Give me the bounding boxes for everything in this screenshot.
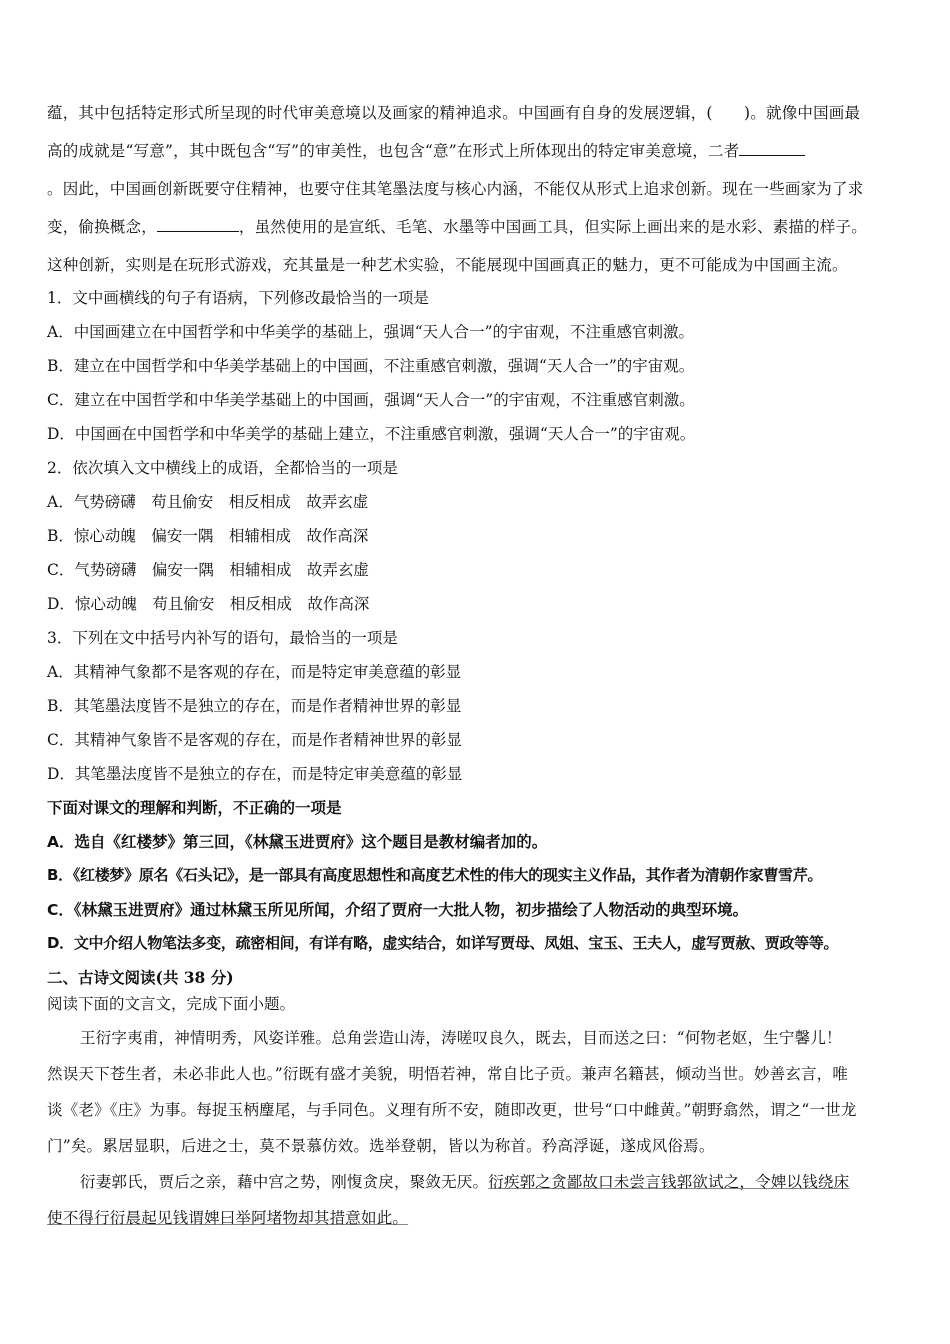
- question-3-option-d: D．其笔墨法度皆不是独立的存在，而是特定审美意蕴的彰显: [47, 765, 463, 783]
- question-4-option-c: C．《林黛玉进贾府》通过林黛玉所见所闻，介绍了贾府一大批人物，初步描绘了人物活动的典型环境。: [47, 901, 749, 919]
- classical-text-line-2: 然误天下苍生者，未必非此人也。”衍既有盛才美貌，明悟若神，常自比子贡。兼声名籍甚，倾动当世。妙善玄言，唯: [47, 1065, 849, 1083]
- question-1-stem: 1．文中画横线的句子有语病，下列修改最恰当的一项是: [47, 289, 429, 307]
- classical-text-line-1: 王衍字夷甫，神情明秀，风姿详雅。总角尝造山涛，涛嗟叹良久，既去，目而送之曰：“何物老妪，生宁馨儿！: [80, 1029, 842, 1047]
- question-4-option-a: A．选自《红楼梦》第三回，《林黛玉进贾府》这个题目是教材编者加的。: [47, 833, 548, 851]
- question-4-option-d: D．文中介绍人物笔法多变，疏密相间，有详有略，虚实结合，如详写贾母、凤姐、宝玉、王夫人，虚写贾赦、贾政等等。: [47, 934, 839, 952]
- passage-line-4: 变，偷换概念， ，虽然使用的是宣纸、毛笔、水墨等中国画工具，但实际上画出来的是水彩、素描的样子。: [47, 218, 867, 236]
- question-2-option-d: D．惊心动魄 苟且偷安 相反相成 故作高深: [47, 595, 370, 613]
- question-2-option-c: C．气势磅礴 偏安一隅 相辅相成 故弄玄虚: [47, 561, 369, 579]
- underlined-sentence-part-2: 使不得行衍晨起见钱谓婢曰举阿堵物却其措意如此。: [47, 1209, 409, 1227]
- question-1-option-d: D．中国画在中国哲学和中华美学的基础上建立，不注重感官刺激，强调“天人合一”的宇宙观。: [47, 425, 696, 443]
- fill-blank-2: [157, 217, 239, 232]
- question-2-stem: 2．依次填入文中横线上的成语，全都恰当的一项是: [47, 459, 398, 477]
- question-3-option-a: A．其精神气象都不是客观的存在，而是特定审美意蕴的彰显: [47, 663, 462, 681]
- question-3-stem: 3．下列在文中括号内补写的语句，最恰当的一项是: [47, 629, 398, 647]
- classical-text-line-4: 门”矣。累居显职，后进之士，莫不景慕仿效。选举登朝，皆以为称首。矜高浮诞，遂成风俗焉。: [47, 1137, 715, 1155]
- question-3-option-b: B．其笔墨法度皆不是独立的存在，而是作者精神世界的彰显: [47, 697, 462, 715]
- question-2-option-b: B．惊心动魄 偏安一隅 相辅相成 故作高深: [47, 527, 369, 545]
- passage-line-5: 这种创新，实则是在玩形式游戏，充其量是一种艺术实验，不能展现中国画真正的魅力，更不可能成为中国画主流。: [47, 256, 848, 274]
- question-3-option-c: C．其精神气象皆不是客观的存在，而是作者精神世界的彰显: [47, 731, 462, 749]
- classical-text-line-6: [47, 1206, 408, 1228]
- question-2-option-a: A．气势磅礴 苟且偷安 相反相成 故弄玄虚: [47, 493, 369, 511]
- question-1-option-a: A．中国画建立在中国哲学和中华美学的基础上，强调“天人合一”的宇宙观，不注重感官刺激。: [47, 323, 695, 341]
- passage-line-3: 。因此，中国画创新既要守住精神，也要守住其笔墨法度与核心内涵，不能仅从形式上追求创新。现在一些画家为了求: [47, 180, 864, 198]
- question-4-stem: 下面对课文的理解和判断，不正确的一项是: [47, 799, 342, 817]
- classical-text-line-5: 衍妻郭氏，贾后之亲，藉中宫之势，刚愎贪戾，聚敛无厌。衍疾郭之贪鄙故口未尝言钱郭欲试之，令婢以钱绕床: [80, 1173, 850, 1191]
- fill-blank-1: [739, 141, 805, 156]
- underlined-sentence-part-1: 衍疾郭之贪鄙故口未尝言钱郭欲试之，令婢以钱绕床: [488, 1173, 850, 1191]
- passage-line-1: 蕴，其中包括特定形式所呈现的时代审美意境以及画家的精神追求。中国画有自身的发展逻辑，( )。就像中国画最: [47, 104, 861, 122]
- question-4-option-b: B．《红楼梦》原名《石头记》，是一部具有高度思想性和高度艺术性的伟大的现实主义作品，其作者为清朝作家曹雪芹。: [47, 866, 823, 884]
- section-2-heading: 二、古诗文阅读(共 38 分): [47, 968, 234, 987]
- classical-text-line-3: 谈《老》《庄》为事。每捉玉柄麈尾，与手同色。义理有所不安，随即改更，世号“口中雌黄。”朝野翕然，谓之“一世龙: [47, 1101, 857, 1119]
- question-1-option-b: B．建立在中国哲学和中华美学基础上的中国画，不注重感官刺激，强调“天人合一”的宇宙观。: [47, 357, 695, 375]
- question-1-option-c: C．建立在中国哲学和中华美学基础上的中国画，强调“天人合一”的宇宙观，不注重感官刺激。: [47, 391, 695, 409]
- section-2-instructions: 阅读下面的文言文，完成下面小题。: [47, 995, 296, 1013]
- passage-line-2: 高的成就是“写意”，其中既包含“写”的审美性，也包含“意”在形式上所体现出的特定审美意境，二者: [47, 139, 805, 161]
